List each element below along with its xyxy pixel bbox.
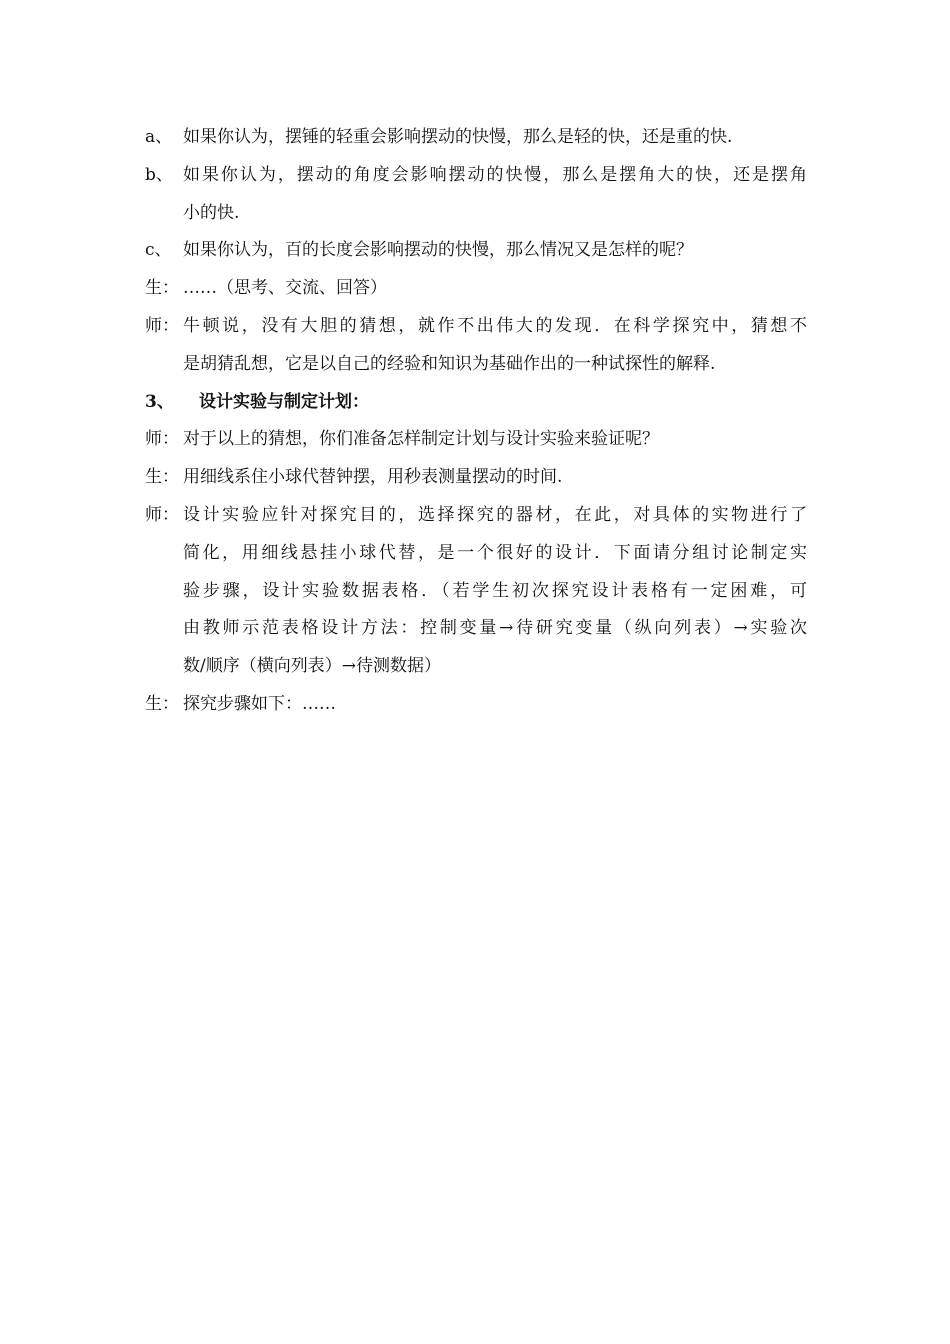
dialogue-text	[183, 497, 807, 686]
text-line: 探究步骤如下：……	[183, 693, 336, 714]
list-item-b	[145, 157, 807, 233]
speaker-label: 生：	[145, 693, 179, 714]
speaker-label: 生：	[145, 278, 179, 299]
text-line: 对于以上的猜想，你们准备怎样制定计划与设计实验来验证呢？	[183, 429, 659, 450]
dialogue-teacher	[145, 308, 807, 384]
text-line: 是胡猜乱想，它是以自己的经验和知识为基础作出的一种试探性的解释.	[183, 353, 716, 374]
text-line: ……（思考、交流、回答）	[183, 278, 387, 299]
text-line: 如果你认为，摆动的角度会影响摆动的快慢，那么是摆角大的快，还是摆角	[183, 164, 807, 185]
speaker-label: 师：	[145, 429, 179, 450]
item-text	[183, 157, 807, 233]
dialogue-teacher	[145, 497, 807, 686]
speaker-label: 师：	[145, 315, 179, 336]
text-line: 数/顺序（横向列表）→待测数据）	[183, 656, 441, 677]
text-line: 牛顿说，没有大胆的猜想，就作不出伟大的发现．在科学探究中，猜想不	[183, 315, 807, 336]
text-line: 设计实验应针对探究目的，选择探究的器材，在此，对具体的实物进行了	[183, 504, 807, 525]
text-line: 验步骤，设计实验数据表格．（若学生初次探究设计表格有一定困难，可	[183, 580, 807, 601]
dialogue-student	[145, 459, 807, 497]
list-item-c	[145, 232, 807, 270]
section-number: 3、	[145, 391, 174, 412]
speaker-label: 生：	[145, 467, 179, 488]
dialogue-teacher	[145, 421, 807, 459]
speaker-label: 师：	[145, 504, 179, 525]
item-text	[183, 232, 807, 270]
text-line: 如果你认为，百的长度会影响摆动的快慢，那么情况又是怎样的呢？	[183, 240, 693, 261]
item-text	[183, 119, 807, 157]
dialogue-text	[183, 270, 807, 308]
section-title: 设计实验与制定计划：	[199, 391, 369, 412]
text-line: 简化，用细线悬挂小球代替，是一个很好的设计．下面请分组讨论制定实	[183, 542, 807, 563]
dialogue-text	[183, 421, 807, 459]
dialogue-text	[183, 686, 807, 724]
text-line: 如果你认为，摆锤的轻重会影响摆动的快慢，那么是轻的快，还是重的快.	[183, 127, 733, 147]
dialogue-text	[183, 459, 807, 497]
text-line: 由教师示范表格设计方法：控制变量→待研究变量（纵向列表）→实验次	[183, 618, 807, 639]
item-label: b、	[145, 164, 173, 185]
dialogue-text	[183, 308, 807, 384]
document-body	[145, 119, 807, 724]
list-item-a	[145, 119, 807, 157]
text-line: 用细线系住小球代替钟摆，用秒表测量摆动的时间.	[183, 467, 563, 488]
dialogue-student	[145, 270, 807, 308]
dialogue-student	[145, 686, 807, 724]
text-line: 小的快.	[183, 202, 240, 223]
item-label: a、	[145, 127, 173, 147]
item-label: c、	[145, 240, 172, 261]
section-heading	[145, 384, 807, 422]
